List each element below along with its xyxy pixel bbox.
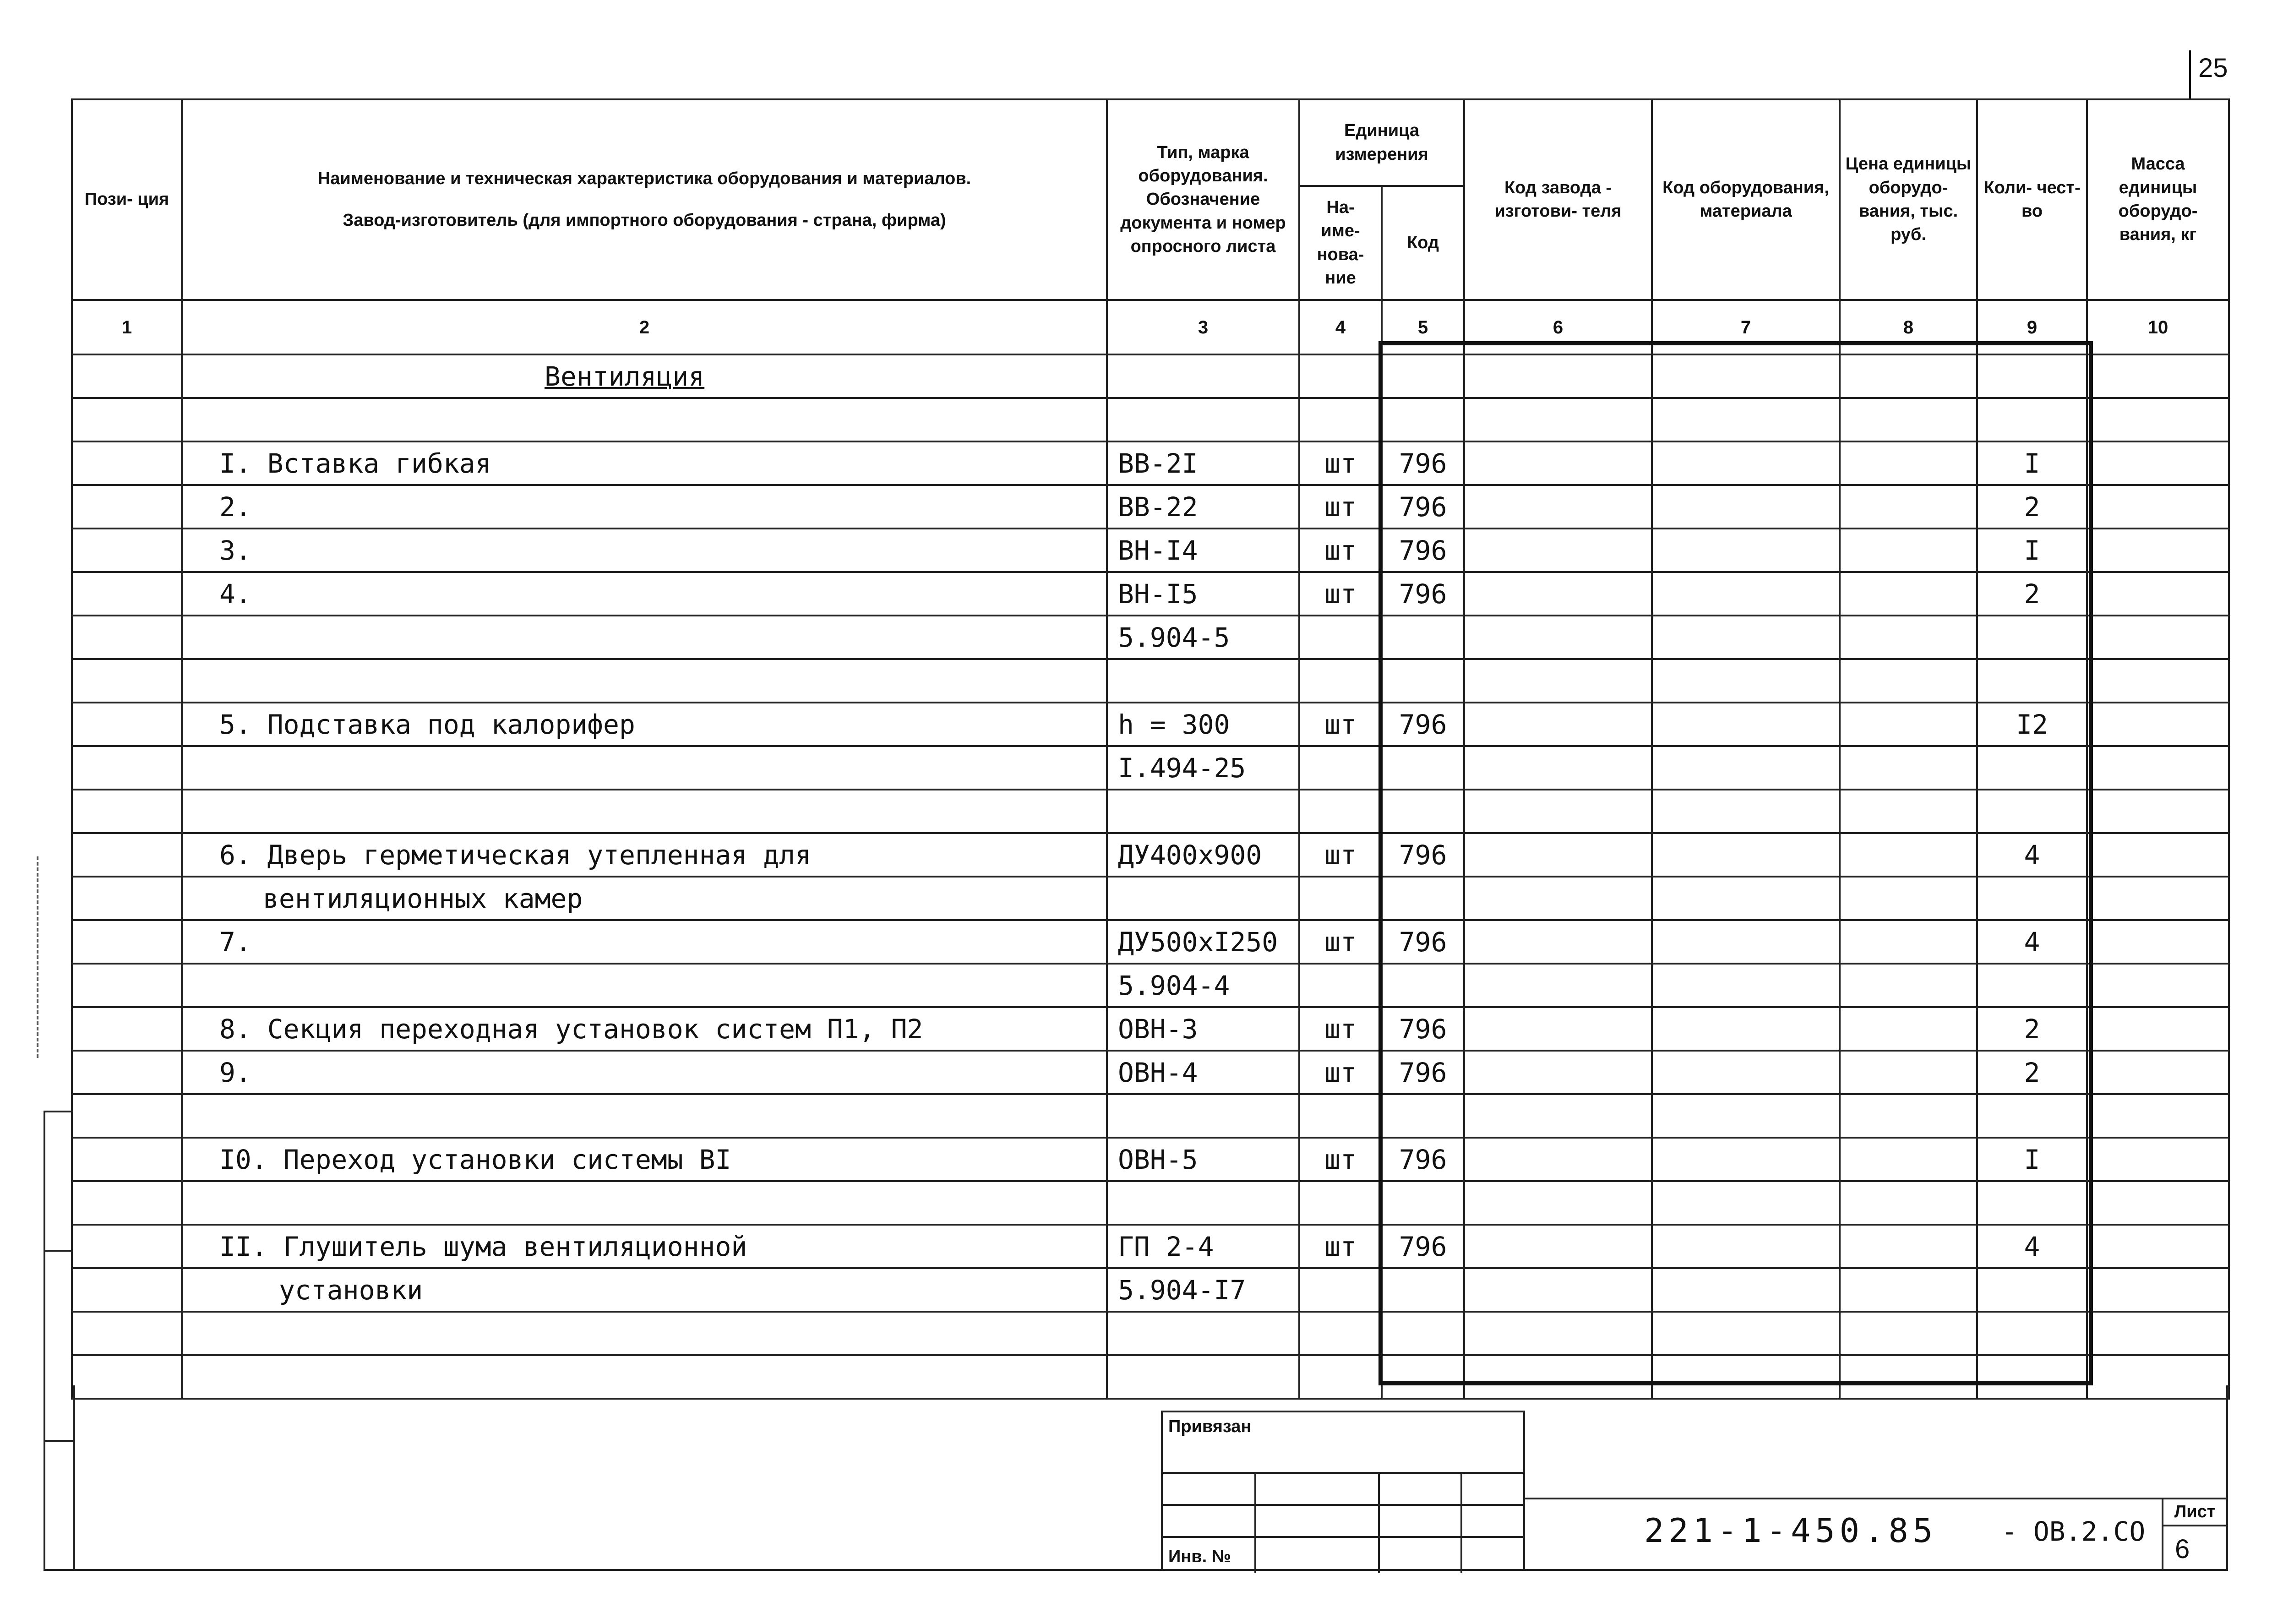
cell-quantity — [1977, 659, 2087, 703]
cell-factory-code — [1464, 1181, 1652, 1225]
cell-type — [1107, 659, 1299, 703]
specification-table — [71, 98, 2230, 1400]
cell-type: 5.904-5 — [1107, 616, 1299, 659]
column-number: 2 — [182, 300, 1107, 354]
cell-equipment-code — [1652, 1181, 1840, 1225]
cell-position — [72, 1225, 182, 1268]
cell-factory-code — [1464, 1007, 1652, 1051]
stamp-inventory-label: Инв. № — [1168, 1547, 1231, 1566]
cell-quantity — [1977, 790, 2087, 833]
cell-quantity — [1977, 616, 2087, 659]
table-row — [72, 833, 2229, 877]
cell-quantity — [1977, 354, 2087, 398]
cell-quantity: 4 — [1977, 1225, 2087, 1268]
cell-position — [72, 485, 182, 529]
sheet-value: 6 — [2175, 1534, 2190, 1564]
cell-name — [182, 746, 1107, 790]
cell-price — [1840, 1312, 1977, 1355]
cell-equipment-code — [1652, 1268, 1840, 1312]
cell-position — [72, 877, 182, 920]
cell-name: 2. — [182, 485, 1107, 529]
cell-mass — [2087, 746, 2229, 790]
cell-mass — [2087, 1051, 2229, 1094]
table-row — [72, 877, 2229, 920]
cell-price — [1840, 1007, 1977, 1051]
cell-factory-code — [1464, 703, 1652, 746]
cell-quantity: 2 — [1977, 485, 2087, 529]
cell-position — [72, 964, 182, 1007]
cell-mass — [2087, 833, 2229, 877]
cell-type — [1107, 790, 1299, 833]
cell-position — [72, 659, 182, 703]
document-code: - ОВ.2.СО — [2001, 1516, 2146, 1547]
cell-factory-code — [1464, 1268, 1652, 1312]
cell-factory-code — [1464, 833, 1652, 877]
cell-code — [1382, 398, 1464, 441]
cell-factory-code — [1464, 529, 1652, 572]
cell-factory-code — [1464, 1094, 1652, 1138]
cell-equipment-code — [1652, 790, 1840, 833]
cell-name: 9. — [182, 1051, 1107, 1094]
cell-mass — [2087, 920, 2229, 964]
header-mass: Масса единицы оборудо- вания, кг — [2087, 99, 2229, 300]
cell-name — [182, 1094, 1107, 1138]
cell-mass — [2087, 441, 2229, 485]
cell-mass — [2087, 1138, 2229, 1181]
section-row — [72, 354, 2229, 398]
table-row — [72, 920, 2229, 964]
cell-unit — [1299, 659, 1382, 703]
cell-price — [1840, 529, 1977, 572]
cell-price — [1840, 1051, 1977, 1094]
left-margin-strip — [44, 1111, 73, 1571]
cell-position — [72, 354, 182, 398]
cell-price — [1840, 659, 1977, 703]
approval-stamp — [1161, 1411, 1525, 1571]
table-row — [72, 485, 2229, 529]
cell-position — [72, 1094, 182, 1138]
column-number: 10 — [2087, 300, 2229, 354]
cell-code: 796 — [1382, 441, 1464, 485]
cell-unit — [1299, 746, 1382, 790]
header-quantity: Коли- чест- во — [1977, 99, 2087, 300]
cell-factory-code — [1464, 1225, 1652, 1268]
cell-unit — [1299, 354, 1382, 398]
cell-mass — [2087, 398, 2229, 441]
cell-mass — [2087, 964, 2229, 1007]
cell-unit: шт — [1299, 1138, 1382, 1181]
cell-code: 796 — [1382, 485, 1464, 529]
cell-code — [1382, 1181, 1464, 1225]
cell-code — [1382, 354, 1464, 398]
column-number: 9 — [1977, 300, 2087, 354]
cell-equipment-code — [1652, 920, 1840, 964]
cell-type: ОВН-4 — [1107, 1051, 1299, 1094]
cell-quantity — [1977, 1268, 2087, 1312]
cell-name: II. Глушитель шума вентиляционной — [182, 1225, 1107, 1268]
cell-price — [1840, 616, 1977, 659]
cell-name: I0. Переход установки системы ВI — [182, 1138, 1107, 1181]
cell-equipment-code — [1652, 964, 1840, 1007]
cell-equipment-code — [1652, 1312, 1840, 1355]
cell-quantity — [1977, 1094, 2087, 1138]
cell-code: 796 — [1382, 703, 1464, 746]
column-number: 1 — [72, 300, 182, 354]
cell-name — [182, 790, 1107, 833]
cell-name: 7. — [182, 920, 1107, 964]
table-row — [72, 398, 2229, 441]
column-number: 5 — [1382, 300, 1464, 354]
cell-quantity: I — [1977, 529, 2087, 572]
cell-equipment-code — [1652, 833, 1840, 877]
cell-position — [72, 746, 182, 790]
cell-price — [1840, 703, 1977, 746]
cell-name: 8. Секция переходная установок систем П1, П2 — [182, 1007, 1107, 1051]
cell-mass — [2087, 1181, 2229, 1225]
cell-position — [72, 1312, 182, 1355]
cell-equipment-code — [1652, 659, 1840, 703]
cell-unit: шт — [1299, 572, 1382, 616]
cell-type: ВН-I4 — [1107, 529, 1299, 572]
table-row — [72, 529, 2229, 572]
cell-name: I. Вставка гибкая — [182, 441, 1107, 485]
header-unit: Единица измерения — [1299, 99, 1464, 186]
cell-type: 5.904-I7 — [1107, 1268, 1299, 1312]
cell-price — [1840, 441, 1977, 485]
cell-equipment-code — [1652, 703, 1840, 746]
cell-unit — [1299, 616, 1382, 659]
cell-type — [1107, 1181, 1299, 1225]
cell-factory-code — [1464, 441, 1652, 485]
cell-mass — [2087, 1312, 2229, 1355]
cell-quantity — [1977, 877, 2087, 920]
cell-equipment-code — [1652, 746, 1840, 790]
table-row — [72, 1138, 2229, 1181]
cell-factory-code — [1464, 616, 1652, 659]
cell-name — [182, 354, 1107, 398]
cell-unit: шт — [1299, 441, 1382, 485]
column-number: 7 — [1652, 300, 1840, 354]
cell-quantity: 4 — [1977, 833, 2087, 877]
cell-type — [1107, 1094, 1299, 1138]
cell-factory-code — [1464, 1138, 1652, 1181]
cell-name — [182, 1181, 1107, 1225]
cell-code: 796 — [1382, 1138, 1464, 1181]
cell-quantity: I2 — [1977, 703, 2087, 746]
cell-equipment-code — [1652, 529, 1840, 572]
cell-code: 796 — [1382, 920, 1464, 964]
cell-factory-code — [1464, 920, 1652, 964]
cell-position — [72, 441, 182, 485]
section-title: Вентиляция — [545, 360, 705, 392]
header-unit-name: На- име- нова- ние — [1299, 186, 1382, 300]
cell-factory-code — [1464, 659, 1652, 703]
table-row — [72, 1051, 2229, 1094]
top-right-divider — [2189, 50, 2191, 98]
header-type: Тип, марка оборудования. Обозначение документа и номер опросного листа — [1107, 99, 1299, 300]
cell-unit — [1299, 1268, 1382, 1312]
cell-mass — [2087, 1268, 2229, 1312]
cell-name: 4. — [182, 572, 1107, 616]
cell-equipment-code — [1652, 1138, 1840, 1181]
cell-price — [1840, 877, 1977, 920]
cell-type: ДУ400х900 — [1107, 833, 1299, 877]
cell-code — [1382, 616, 1464, 659]
cell-unit — [1299, 790, 1382, 833]
cell-position — [72, 703, 182, 746]
cell-mass — [2087, 354, 2229, 398]
cell-type: ВН-I5 — [1107, 572, 1299, 616]
cell-price — [1840, 398, 1977, 441]
cell-factory-code — [1464, 964, 1652, 1007]
cell-unit: шт — [1299, 833, 1382, 877]
cell-name: вентиляционных камер — [182, 877, 1107, 920]
cell-type: ОВН-3 — [1107, 1007, 1299, 1051]
header-unit-code: Код — [1382, 186, 1464, 300]
cell-code — [1382, 1094, 1464, 1138]
cell-equipment-code — [1652, 877, 1840, 920]
cell-factory-code — [1464, 1312, 1652, 1355]
cell-name — [182, 964, 1107, 1007]
cell-price — [1840, 1225, 1977, 1268]
table-row — [72, 1225, 2229, 1268]
cell-price — [1840, 790, 1977, 833]
cell-price — [1840, 833, 1977, 877]
cell-mass — [2087, 1007, 2229, 1051]
cell-unit: шт — [1299, 1007, 1382, 1051]
table-row — [72, 790, 2229, 833]
cell-code: 796 — [1382, 529, 1464, 572]
cell-equipment-code — [1652, 354, 1840, 398]
stamp-bound-label: Привязан — [1168, 1417, 1252, 1436]
cell-unit — [1299, 398, 1382, 441]
cell-unit — [1299, 964, 1382, 1007]
title-block-line — [1525, 1498, 2162, 1499]
cell-mass — [2087, 616, 2229, 659]
cell-quantity — [1977, 1312, 2087, 1355]
cell-type: I.494-25 — [1107, 746, 1299, 790]
cell-factory-code — [1464, 354, 1652, 398]
cell-position — [72, 790, 182, 833]
cell-equipment-code — [1652, 1007, 1840, 1051]
table-row — [72, 703, 2229, 746]
cell-code — [1382, 790, 1464, 833]
cell-position — [72, 1051, 182, 1094]
cell-mass — [2087, 1094, 2229, 1138]
cell-unit — [1299, 877, 1382, 920]
cell-position — [72, 1138, 182, 1181]
cell-type: 5.904-4 — [1107, 964, 1299, 1007]
cell-code: 796 — [1382, 1007, 1464, 1051]
cell-position — [72, 1181, 182, 1225]
cell-quantity: 4 — [1977, 920, 2087, 964]
cell-type — [1107, 1312, 1299, 1355]
table-row — [72, 746, 2229, 790]
cell-type — [1107, 398, 1299, 441]
cell-unit — [1299, 1181, 1382, 1225]
cell-quantity — [1977, 398, 2087, 441]
cell-equipment-code — [1652, 616, 1840, 659]
cell-position — [72, 616, 182, 659]
cell-position — [72, 398, 182, 441]
cell-code: 796 — [1382, 1051, 1464, 1094]
cell-equipment-code — [1652, 1094, 1840, 1138]
cell-position — [72, 529, 182, 572]
table-row — [72, 441, 2229, 485]
cell-code: 796 — [1382, 572, 1464, 616]
cell-unit: шт — [1299, 1225, 1382, 1268]
cell-mass — [2087, 703, 2229, 746]
sheet-label: Лист — [2163, 1499, 2226, 1526]
cell-price — [1840, 1268, 1977, 1312]
cell-type — [1107, 354, 1299, 398]
cell-mass — [2087, 1225, 2229, 1268]
cell-unit: шт — [1299, 703, 1382, 746]
document-number: 221-1-450.85 — [1644, 1511, 1938, 1550]
cell-type: ВВ-2I — [1107, 441, 1299, 485]
cell-position — [72, 1268, 182, 1312]
cell-unit — [1299, 1312, 1382, 1355]
cell-factory-code — [1464, 485, 1652, 529]
cell-mass — [2087, 877, 2229, 920]
cell-type: ВВ-22 — [1107, 485, 1299, 529]
table-row — [72, 616, 2229, 659]
header-price: Цена единицы оборудо- вания, тыс. руб. — [1840, 99, 1977, 300]
side-margin-mark — [37, 856, 43, 1058]
cell-mass — [2087, 529, 2229, 572]
cell-quantity: 2 — [1977, 1051, 2087, 1094]
table-row — [72, 1181, 2229, 1225]
header-position: Пози- ция — [72, 99, 182, 300]
cell-position — [72, 572, 182, 616]
cell-factory-code — [1464, 877, 1652, 920]
cell-name — [182, 1312, 1107, 1355]
cell-code — [1382, 877, 1464, 920]
table-row — [72, 1094, 2229, 1138]
cell-type: h = 300 — [1107, 703, 1299, 746]
table-row — [72, 1312, 2229, 1355]
cell-unit: шт — [1299, 1051, 1382, 1094]
cell-unit: шт — [1299, 485, 1382, 529]
column-number: 3 — [1107, 300, 1299, 354]
cell-name: установки — [182, 1268, 1107, 1312]
cell-factory-code — [1464, 746, 1652, 790]
cell-code — [1382, 1268, 1464, 1312]
cell-code — [1382, 659, 1464, 703]
cell-name — [182, 616, 1107, 659]
cell-code — [1382, 1312, 1464, 1355]
cell-equipment-code — [1652, 398, 1840, 441]
table-row — [72, 964, 2229, 1007]
column-number: 4 — [1299, 300, 1382, 354]
cell-quantity: 2 — [1977, 1007, 2087, 1051]
cell-equipment-code — [1652, 485, 1840, 529]
table-row — [72, 572, 2229, 616]
cell-price — [1840, 746, 1977, 790]
cell-mass — [2087, 659, 2229, 703]
cell-position — [72, 833, 182, 877]
header-name-line: Наименование и техническая характеристика оборудования и материалов. — [317, 169, 971, 188]
cell-price — [1840, 1138, 1977, 1181]
cell-price — [1840, 485, 1977, 529]
cell-type: ДУ500хI250 — [1107, 920, 1299, 964]
cell-name — [182, 398, 1107, 441]
cell-type: ГП 2-4 — [1107, 1225, 1299, 1268]
header-name — [182, 99, 1107, 300]
cell-factory-code — [1464, 398, 1652, 441]
cell-position — [72, 1007, 182, 1051]
cell-unit: шт — [1299, 920, 1382, 964]
cell-equipment-code — [1652, 1225, 1840, 1268]
cell-position — [72, 920, 182, 964]
cell-quantity — [1977, 1181, 2087, 1225]
cell-name: 5. Подставка под калорифер — [182, 703, 1107, 746]
cell-factory-code — [1464, 790, 1652, 833]
cell-price — [1840, 920, 1977, 964]
cell-quantity — [1977, 746, 2087, 790]
column-number: 6 — [1464, 300, 1652, 354]
cell-unit: шт — [1299, 529, 1382, 572]
cell-quantity — [1977, 964, 2087, 1007]
cell-code: 796 — [1382, 833, 1464, 877]
cell-unit — [1299, 1094, 1382, 1138]
cell-equipment-code — [1652, 572, 1840, 616]
header-maker-line: Завод-изготовитель (для импортного оборудования - страна, фирма) — [343, 211, 946, 230]
cell-price — [1840, 1181, 1977, 1225]
cell-factory-code — [1464, 1051, 1652, 1094]
cell-code: 796 — [1382, 1225, 1464, 1268]
table-row — [72, 659, 2229, 703]
cell-price — [1840, 964, 1977, 1007]
cell-mass — [2087, 485, 2229, 529]
header-equipment-code: Код оборудования, материала — [1652, 99, 1840, 300]
cell-code — [1382, 964, 1464, 1007]
cell-quantity: I — [1977, 441, 2087, 485]
cell-factory-code — [1464, 572, 1652, 616]
cell-name — [182, 659, 1107, 703]
column-number: 8 — [1840, 300, 1977, 354]
sheet-box — [2162, 1498, 2228, 1571]
cell-quantity: I — [1977, 1138, 2087, 1181]
table-row — [72, 1268, 2229, 1312]
cell-name: 6. Дверь герметическая утепленная для — [182, 833, 1107, 877]
cell-mass — [2087, 790, 2229, 833]
cell-mass — [2087, 572, 2229, 616]
cell-price — [1840, 572, 1977, 616]
table-row — [72, 1007, 2229, 1051]
cell-type — [1107, 877, 1299, 920]
cell-name: 3. — [182, 529, 1107, 572]
header-factory-code: Код завода - изготови- теля — [1464, 99, 1652, 300]
cell-price — [1840, 354, 1977, 398]
cell-type: ОВН-5 — [1107, 1138, 1299, 1181]
cell-quantity: 2 — [1977, 572, 2087, 616]
cell-price — [1840, 1094, 1977, 1138]
cell-equipment-code — [1652, 1051, 1840, 1094]
cell-code — [1382, 746, 1464, 790]
cell-equipment-code — [1652, 441, 1840, 485]
page-number: 25 — [2198, 53, 2228, 83]
